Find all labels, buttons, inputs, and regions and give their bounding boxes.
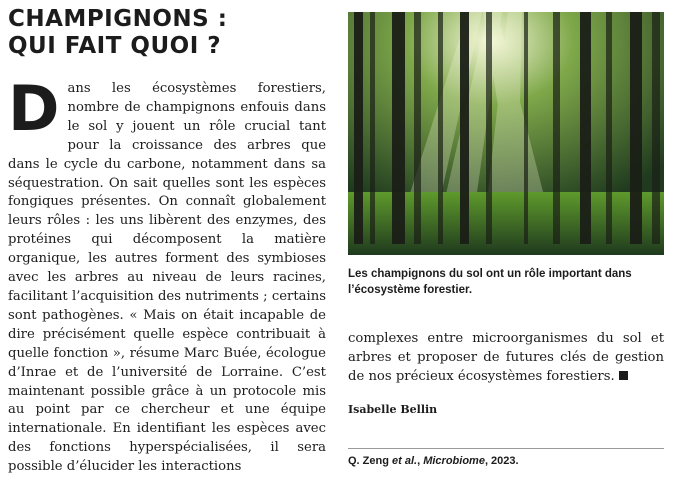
reference-etal: et al. <box>392 455 418 467</box>
tree-trunk <box>414 12 421 244</box>
tree-trunk <box>580 12 591 244</box>
tree-trunk <box>438 12 443 244</box>
tree-trunk <box>392 12 405 244</box>
source-reference <box>348 455 519 467</box>
drop-cap: D <box>8 72 60 145</box>
tree-trunk <box>630 12 642 244</box>
tree-trunk <box>652 12 660 244</box>
forest-photo <box>348 12 664 255</box>
author-signature: Isabelle Bellin <box>348 403 438 416</box>
reference-separator: , <box>417 455 424 467</box>
article-body-left-column <box>8 72 326 477</box>
photo-caption: Les champignons du sol ont un rôle important dans l’écosystème forestier. <box>348 268 632 296</box>
reference-divider <box>348 448 664 449</box>
reference-journal: Microbiome <box>423 455 485 467</box>
tree-trunk <box>606 12 612 244</box>
tree-trunk <box>524 12 528 244</box>
article-title <box>8 6 328 60</box>
article-text-left: ans les écosystèmes forestiers, nombre de champignons enfouis dans le sol y jouent un rôle crucial tant pour la croissance des arbres que dans le cycle du carbone, notamment dans sa séquestration. On sait quelles sont les espèces fongiques présentes. On connaît globalement leurs rôles : les uns libèrent des enzymes, des protéines qui décomposent la matière organique, les autres forment des symbioses avec les arbres au niveau de leurs racines, facilitant l’acquisition des nutriments ; certains sont pathogènes. « Mais on était incapable de dire précisément quelle espèce contribuait à quelle fonction », résume Marc Buée, écologue d’Inrae et de l’université de Lorraine. C’est maintenant possible grâce à un protocole mis au point par ce chercheur et une équipe internationale. En identifiant les espèces avec des fonctions hyperspécialisées, il sera possible d’élucider les interactions <box>8 81 326 475</box>
article-paragraph <box>8 72 326 477</box>
tree-trunk <box>354 12 363 244</box>
tree-trunk <box>553 12 560 244</box>
tree-trunk <box>370 12 375 244</box>
title-line-2: QUI FAIT QUOI ? <box>8 33 222 59</box>
article-body-right-column <box>348 330 664 387</box>
forest-illustration <box>348 12 664 255</box>
article-text-right: complexes entre microorganismes du sol et arbres et proposer de futures clés de gestion de nos précieux écosystèmes forestiers. <box>348 331 664 384</box>
tree-trunk <box>486 12 492 244</box>
tree-trunk <box>460 12 469 244</box>
reference-year: , 2023. <box>484 455 519 467</box>
title-line-1: CHAMPIGNONS : <box>8 6 228 32</box>
reference-authors: Q. Zeng <box>348 455 392 467</box>
end-of-article-square-icon <box>619 371 628 380</box>
